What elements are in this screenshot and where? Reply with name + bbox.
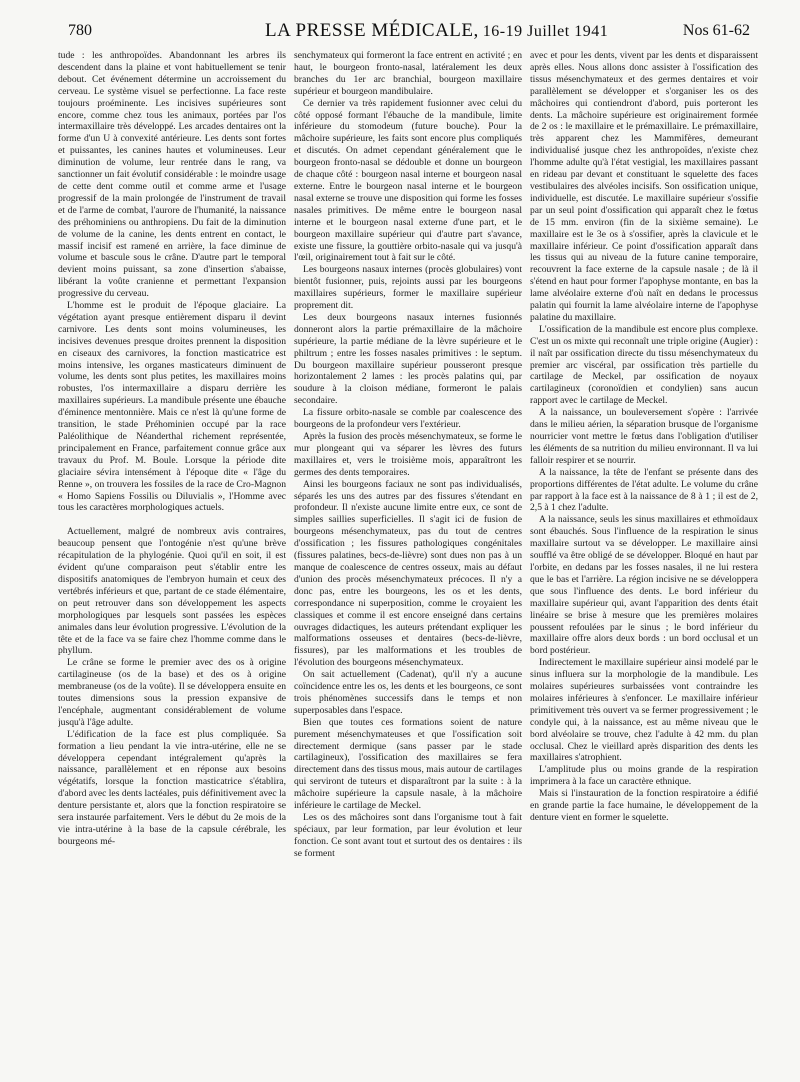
paragraph: tude : les anthropoïdes. Abandonnant les arbres ils descendent dans la plaine et vont habituellement se tenir debout. Cet événement détermine un accroissement du cerveau. Le système visuel se perfectionne. La face reste toujours proéminente. Les incisives supérieures sont encore, comme chez tous les animaux, portées par l'os intermaxillaire très développé. Les arcades dentaires ont la forme d'un U à convexité antérieure. Les dents sont fortes et puissantes, les canines hautes et volumineuses. Leur diminution de volume, leur rentrée dans le rang, va sanctionner un fait évolutif considérable : le moindre usage de cette dent comme outil et comme arme et l'usage progressif de la main prolongée de l'instrument de travail et de l'arme de combat, l'aurore de l'humanité, la naissance des préhominiens ou anthropiens. Du fait de la diminution de volume de la canine, les dents entrent en contact, le massif incisif est ramené en arrière, la face diminue de volume et bascule sous le crâne. D'autre part le temporal devient moins puissant, sa zone d'insertion s'abaisse, libérant la voûte cranienne et permettant l'expansion progressive du cerveau. [58, 50, 286, 300]
paragraph: Bien que toutes ces formations soient de nature purement mésenchymateuses et que l'ossification soit directement dermique (sans passer par le stade cartilagineux), l'ossification des maxillaires se fera directement dans des tissus mous, mais autour de cartilages qui serviront de tuteurs et disparaîtront par la suite : à la mâchoire supérieure la capsule nasale, à la mâchoire inférieure le cartilage de Meckel. [294, 716, 522, 812]
paragraph: L'homme est le produit de l'époque glaciaire. La végétation ayant presque entièrement disparu il devint carnivore. Les dents sont moins volumineuses, les incisives devenues presque droites prennent la disposition en ciseaux des carnivores, la fonction masticatrice est moins intensive, les organes masticateurs diminuent de volume, les dents sont plus petites, les maxillaires moins robustes, l'os intermaxillaire a disparu derrière les maxillaires supérieurs. La mandibule présente une ébauche d'éminence mentonnière. Mais ce n'est là qu'une forme de transition, le stade Préhominien occupé par la race Paléolithique de Néanderthal richement représentée, principalement en France, parfaitement connue grâce aux travaux du Prof. M. Boule. Lorsque la période dite glaciaire sévira intensément à l'époque dite « l'âge du Renne », on trouvera les fossiles de la race de Cro-Magnon « Homo Sapiens Fossilis ou Diluvialis », l'Homme avec tous les caractères morphologiques actuels. [58, 300, 286, 514]
paragraph: Les bourgeons nasaux internes (procès globulaires) vont bientôt fusionner, puis, rejoints aussi par les bourgeons maxillaires supérieurs, former le maxillaire supérieur proprement dit. [294, 264, 522, 312]
paragraph: Mais si l'instauration de la fonction respiratoire a édifié en grande partie la face humaine, le développement de la denture vient en former le squelette. [530, 788, 758, 823]
paragraph: A la naissance, la tête de l'enfant se présente dans des proportions différentes de l'état adulte. Le volume du crâne par rapport à la face est à la naissance de 8 à 1 ; il est de 2, 2,5 à 1 chez l'adulte. [530, 466, 758, 514]
page-header [60, 20, 750, 44]
paragraph: L'édification de la face est plus compliquée. Sa formation a lieu pendant la vie intra-utérine, elle ne se développera cependant intégralement qu'après la naissance, parallèlement et en réponse aux besoins végétatifs, lorsque la fonction masticatrice s'établira, d'abord avec les dents lactéales, puis définitivement avec la denture persistante et, alors que la fonction respiratoire se sera instaurée parfaitement. Vers le début du 2e mois de la vie intra-utérine à la base de la capsule cérébrale, les bourgeons mé- [58, 728, 286, 847]
paragraph: L'ossification de la mandibule est encore plus complexe. C'est un os mixte qui reconnaît une triple origine (Augier) : il naît par ossification directe du tissu mésenchymateux du premier arc viscéral, par ossification très partielle du cartilage de Meckel, par ossification de noyaux cartilagineux (coronoïdien et condylien) sans aucun rapport avec le cartilage de Meckel. [530, 323, 758, 407]
paragraph: Indirectement le maxillaire supérieur ainsi modelé par le sinus influera sur la morphologie de la mandibule. Les molaires supérieures surbaissées vont contraindre les molaires inférieures à s'enfoncer. Le maxillaire inférieur primitivement très ouvert va se fermer progressivement ; le condyle qui, à la naissance, est au même niveau que le bord alvéolaire se trouve, chez l'adulte à 42 mm. du plan occlusal. Chez le vieillard après disparition des dents les maxillaires s'atrophient. [530, 657, 758, 764]
journal-title: LA PRESSE MÉDICALE [265, 20, 474, 41]
issue-date: 16-19 Juillet 1941 [482, 23, 609, 40]
paragraph: L'amplitude plus ou moins grande de la respiration imprimera à la face un caractère ethnique. [530, 764, 758, 788]
paragraph: On sait actuellement (Cadenat), qu'il n'y a aucune coïncidence entre les os, les dents et les bourgeons, ce sont trois phénomènes successifs dans le temps et non superposables dans l'espace. [294, 669, 522, 716]
journal-title-line [265, 20, 608, 42]
paragraph: A la naissance, seuls les sinus maxillaires et ethmoïdaux sont ébauchés. Sous l'influence de la respiration le sinus maxillaire surtout va se développer. Le maxillaire ainsi soufflé va être obligé de se développer. Bloqué en haut par l'orbite, en dedans par les fosses nasales, il ne lui restera que le bas et l'arrière. La région incisive ne se développera que sous l'influence des dents. Le bord inférieur du maxillaire supérieur qui, avant l'apparition des dents était linéaire se brise à mesure que les premières molaires poussent refoulées par le sinus ; le bord inférieur du maxillaire offre alors deux bords : un bord occlusal et un bord postérieur. [530, 514, 758, 657]
text-column-1 [58, 50, 286, 1070]
paragraph: Les os des mâchoires sont dans l'organisme tout à fait spéciaux, par leur formation, par leur évolution et leur fonction. Ce sont avant tout et surtout des os dentaires : ils se forment [294, 812, 522, 859]
paragraph: Ainsi les bourgeons faciaux ne sont pas individualisés, séparés les uns des autres par des fissures s'étendant en profondeur. Il n'existe aucune limite entre eux, ce sont de simples saillies superficielles. Il s'agit ici de fusion de bourgeons mésenchymateux, pas du tout de centres d'ossification ; les fissures pathologiques congénitales (fissures palatines, becs-de-lièvre) sont dues non pas à un manque de coalescence de centres osseux, mais au défaut d'union des procès mésenchymateux précoces. Il n'y a donc pas, entre les bourgeons, les os et les dents, correspondance ni superposition, comme le croyaient les classiques et comme il est encore enseigné dans certains ouvrages didactiques, les auteurs prétendant expliquer les malformations osseuses et dentaires (becs-de-lièvre, fissures), par les malformations et les troubles de l'évolution des bourgeons mésenchymateux. [294, 478, 522, 669]
paragraph: Actuellement, malgré de nombreux avis contraires, beaucoup pensent que l'ontogénie n'est qu'une brève récapitulation de la phylogénie. Quoi qu'il en soit, il est évident qu'une comparaison peut s'établir entre les dispositifs anatomiques de l'embryon humain et ceux des vertébrés inférieurs et que, partant de ce stade élémentaire, on peut retrouver dans son développement les aspects morphologiques par lesquels sont passées les espèces animales dans leur évolution progressive. L'évolution de la tête et de la face va se faire chez l'homme comme dans le phyllum. [58, 526, 286, 657]
paragraph: Les deux bourgeons nasaux internes fusionnés donneront alors la partie prémaxillaire de la mâchoire supérieure, la partie médiane de la lèvre supérieure et le philtrum ; entre les fosses nasales primitives : le septum. Du bourgeon maxillaire supérieur pousseront presque horizontalement 2 lames : les procès palatins qui, par soudure à la cloison médiane, formeront le palais secondaire. [294, 311, 522, 407]
paragraph: Après la fusion des procès mésenchymateux, se forme le mur plongeant qui va séparer les lèvres des futurs maxillaires et, vers le troisième mois, apparaîtront les germes des dents temporaires. [294, 431, 522, 478]
text-column-2 [294, 50, 522, 1070]
paragraph: avec et pour les dents, vivent par les dents et disparaissent après elles. Nous allons donc assister à l'ossification des tissus mésenchymateux et des germes dentaires et voir parallèlement se développer et s'organiser les os des mâchoires qui contiendront d'abord, puis porteront les dents. La mâchoire supérieure est originairement formée de 2 os : le maxillaire et le prémaxillaire. Le prémaxillaire, très apparent chez les Mammifères, demeurant individualisé jusque chez les anthropoïdes, n'existe chez l'homme adulte qu'à l'état vestigial, les maxillaires passant en rideau par devant et constituant le squelette des faces vestibulaires des alvéoles incisifs. Son ossification unique, individuelle, est discutée. Le maxillaire supérieur s'ossifie par un seul point d'ossification qui apparaît chez le fœtus de 15 mm. environ (fin de la sixième semaine). Le maxillaire est le 3e os à s'ossifier, après la clavicule et le maxillaire inférieur. Ce point d'ossification apparaît dans les tissus qui au niveau de la future canine temporaire, recouvrent la face externe de la capsule nasale ; de là il s'étend en haut pour former l'apophyse montante, en bas la lame alvéolaire externe d'où naît en dedans le processus palatin qui fournit la lame alvéolaire interne de l'apophyse palatine du maxillaire. [530, 50, 758, 323]
text-column-3 [530, 50, 758, 1070]
page-number: 780 [68, 22, 92, 39]
paragraph: La fissure orbito-nasale se comble par coalescence des bourgeons de la profondeur vers l'extérieur. [294, 407, 522, 431]
issue-number: Nos 61-62 [682, 22, 750, 39]
paragraph: Le crâne se forme le premier avec des os à origine cartilagineuse (os de la base) et des os à origine membraneuse (os de la voûte). Il se développera ensuite en toutes dimensions sous la pression expansive de l'encéphale, augmentant considérablement de volume jusqu'à l'âge adulte. [58, 657, 286, 728]
article-body [58, 50, 758, 1070]
paragraph: Ce dernier va très rapidement fusionner avec celui du côté opposé formant l'ébauche de la mandibule, limite inférieure du stomodeum (future bouche). Pour la mâchoire supérieure, les faits sont encore plus compliqués et discutés. On admet cependant généralement que le bourgeon fronto-nasal se dédouble et donne un bourgeon de chaque côté : bourgeon nasal interne et bourgeon nasal externe. Entre le bourgeon nasal interne et le bourgeon nasal externe se trouve une disposition qui forme les fosses nasales primitives. De même entre le bourgeon nasal interne et le bourgeon nasal externe d'une part, et le bourgeon maxillaire supérieur qui d'autre part s'avance, existe une fissure, la gouttière orbito-nasale qui va jusqu'à l'œil, originairement tout à fait sur le côté. [294, 97, 522, 264]
paragraph: senchymateux qui formeront la face entrent en activité ; en haut, le bourgeon fronto-nasal, latéralement les deux branches du 1er arc branchial, bourgeon maxillaire supérieur et bourgeon mandibulaire. [294, 50, 522, 97]
paragraph: A la naissance, un bouleversement s'opère : l'arrivée dans le milieu aérien, la séparation brusque de l'organisme nourricier vont mettre le fœtus dans l'obligation d'utiliser les éléments de sa nutrition du milieu environnant. Il va lui falloir respirer et se nourrir. [530, 407, 758, 466]
title-separator: , [473, 20, 479, 41]
